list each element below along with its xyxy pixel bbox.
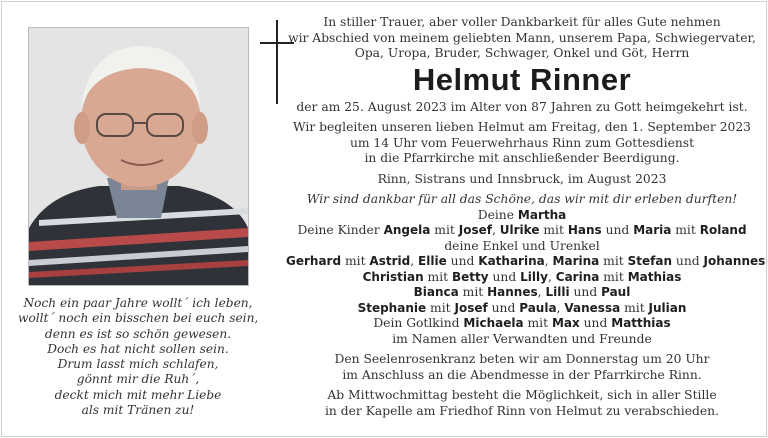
family-grandkids: deine Enkel und Urenkel xyxy=(444,238,600,253)
rosary-line: im Anschluss an die Abendmesse in der Pfarrkirche Rinn. xyxy=(342,367,702,382)
poem-line: denn es ist so schön gewesen. xyxy=(44,326,232,341)
family-relatives: im Namen aller Verwandten und Freunde xyxy=(392,331,652,346)
poem-line: Noch ein paar Jahre wollt´ ich leben, xyxy=(23,296,253,310)
poem-line: Doch es hat nicht sollen sein. xyxy=(47,341,229,356)
family-children: Deine Kinder Angela mit Josef, Ulrike mit Hans und Maria mit Roland xyxy=(297,223,747,237)
funeral-line: Wir begleiten unseren lieben Helmut am Freitag, den 1. September 2023 xyxy=(292,120,752,134)
family-godchild: Dein Gotlkind Michaela mit Max und Matthias xyxy=(373,316,671,330)
portrait-illustration xyxy=(29,28,248,285)
poem-line: Drum lasst mich schlafen, xyxy=(57,357,219,372)
intro-line: Opa, Uropa, Bruder, Schwager, Onkel und Göt, Herrn xyxy=(354,46,690,60)
place-date: Rinn, Sistrans und Innsbruck, im August 2023 xyxy=(377,171,667,186)
death-line: der am 25. August 2023 im Alter von 87 Jahren zu Gott heimgekehrt ist. xyxy=(296,99,748,114)
poem-line: gönnt mir die Ruh´, xyxy=(76,372,200,387)
family-line: Bianca mit Hannes, Lilli und Paul xyxy=(413,285,631,299)
poem-line: deckt mich mit mehr Liebe xyxy=(54,387,222,402)
funeral-line: in die Pfarrkirche mit anschließender Beerdigung. xyxy=(364,151,680,165)
farewell-line: Ab Mittwochmittag besteht die Möglichkeit, sich in aller Stille xyxy=(327,388,717,402)
poem-line: wollt´ noch ein bisschen bei euch sein, xyxy=(18,311,259,326)
obituary-text xyxy=(286,15,766,419)
intro-line: wir Abschied von meinem geliebten Mann, unserem Papa, Schwiegervater, xyxy=(288,30,756,45)
poem xyxy=(18,296,258,418)
family-line: Gerhard mit Astrid, Ellie und Katharina, Marina mit Stefan und Johannes xyxy=(286,254,766,268)
portrait-photo xyxy=(28,27,249,286)
farewell-line: in der Kapelle am Friedhof Rinn von Helmut zu verabschieden. xyxy=(325,403,719,418)
family-line: Christian mit Betty und Lilly, Carina mit Mathias xyxy=(362,269,682,284)
rosary-line: Den Seelenrosenkranz beten wir am Donnerstag um 20 Uhr xyxy=(334,352,710,366)
gratitude-line: Wir sind dankbar für all das Schöne, das wir mit dir erleben durften! xyxy=(306,192,738,206)
funeral-line: um 14 Uhr vom Feuerwehrhaus Rinn zum Gottesdienst xyxy=(349,135,695,150)
poem-line: als mit Tränen zu! xyxy=(81,403,195,418)
family-wife: Deine Martha xyxy=(477,207,567,222)
deceased-name: Helmut Rinner xyxy=(412,61,632,97)
family-line: Stephanie mit Josef und Paula, Vanessa mit Julian xyxy=(357,300,687,315)
intro-line: In stiller Trauer, aber voller Dankbarkeit für alles Gute nehmen xyxy=(323,15,721,29)
